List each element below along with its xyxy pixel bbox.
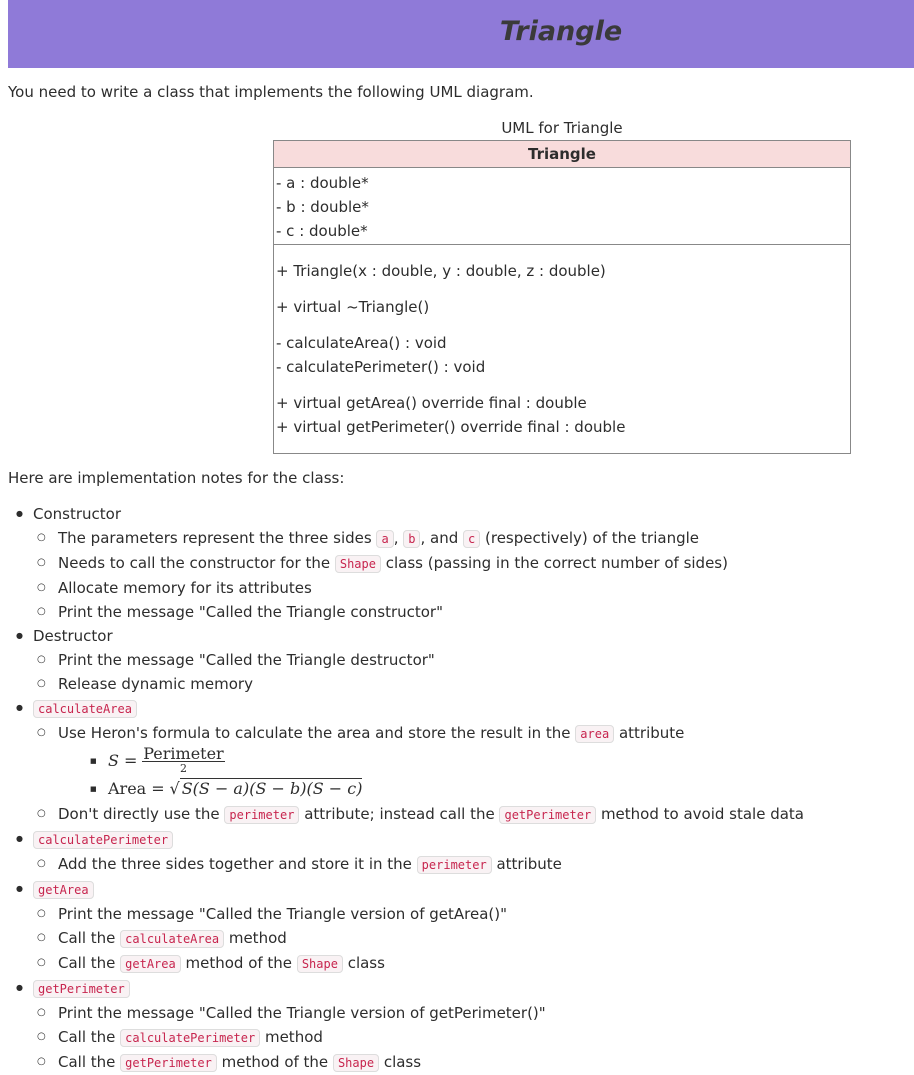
code-get-perimeter: getPerimeter bbox=[120, 1054, 217, 1072]
uml-class-name: Triangle bbox=[274, 141, 850, 168]
code-calculate-perimeter-label: calculatePerimeter bbox=[33, 831, 173, 849]
note-text: Add the three sides together and store it in the bbox=[58, 855, 417, 873]
note-text: method of the bbox=[216, 1053, 333, 1071]
formula-s-lhs: S = bbox=[108, 751, 138, 770]
code-perimeter: perimeter bbox=[224, 806, 299, 824]
note-text: Needs to call the constructor for the bbox=[58, 554, 335, 572]
list-item: ○ Allocate memory for its attributes bbox=[33, 576, 908, 600]
code-c: c bbox=[463, 530, 480, 548]
list-item bbox=[8, 502, 908, 624]
code-shape: Shape bbox=[335, 555, 381, 573]
list-item bbox=[33, 951, 908, 976]
code-area: area bbox=[575, 725, 614, 743]
list-item bbox=[8, 624, 908, 696]
uml-attribute: - c : double* bbox=[276, 222, 368, 240]
code-calculate-perimeter: calculatePerimeter bbox=[120, 1029, 260, 1047]
uml-method-public: + virtual getArea() override final : double bbox=[276, 394, 587, 412]
notes-list bbox=[8, 502, 908, 1075]
list-item bbox=[8, 877, 908, 976]
note-destructor-label: Destructor bbox=[33, 627, 113, 645]
uml-attribute: - a : double* bbox=[276, 174, 369, 192]
note-text: class bbox=[379, 1053, 422, 1071]
uml-attribute: - b : double* bbox=[276, 198, 369, 216]
formula-s-fraction bbox=[142, 744, 224, 776]
note-text: Don't directly use the bbox=[58, 805, 225, 823]
note-text: attribute bbox=[614, 724, 685, 742]
code-get-area: getArea bbox=[120, 955, 181, 973]
uml-method-constructor: + Triangle(x : double, y : double, z : double) bbox=[276, 262, 606, 280]
note-text: method of the bbox=[180, 954, 297, 972]
note-constructor-label: Constructor bbox=[33, 505, 122, 523]
note-text: attribute bbox=[491, 855, 562, 873]
list-item bbox=[33, 852, 908, 877]
list-item bbox=[8, 696, 908, 827]
note-text: method bbox=[260, 1028, 323, 1046]
uml-caption: UML for Triangle bbox=[501, 119, 623, 137]
list-item bbox=[33, 802, 908, 827]
formula-area bbox=[58, 776, 908, 802]
formula-s-denominator: 2 bbox=[179, 762, 187, 775]
code-shape: Shape bbox=[333, 1054, 379, 1072]
note-text: Call the bbox=[58, 929, 121, 947]
list-item: ○ Release dynamic memory bbox=[33, 672, 908, 696]
note-text: method to avoid stale data bbox=[596, 805, 805, 823]
note-text: , and bbox=[420, 529, 463, 547]
note-text: , bbox=[393, 529, 404, 547]
list-item bbox=[8, 976, 908, 1075]
code-get-perimeter-label: getPerimeter bbox=[33, 980, 130, 998]
list-item bbox=[8, 827, 908, 877]
notes-label: Here are implementation notes for the class: bbox=[8, 469, 345, 487]
uml-methods bbox=[274, 245, 850, 439]
code-get-perimeter: getPerimeter bbox=[499, 806, 596, 824]
list-item bbox=[33, 926, 908, 951]
uml-attributes bbox=[274, 168, 850, 245]
list-item bbox=[33, 1050, 908, 1075]
note-text: Call the bbox=[58, 1053, 121, 1071]
note-text: attribute; instead call the bbox=[299, 805, 500, 823]
note-text: class bbox=[342, 954, 385, 972]
formula-s bbox=[58, 746, 908, 776]
code-get-area-label: getArea bbox=[33, 881, 94, 899]
formula-area-radicand: S(S − a)(S − b)(S − c) bbox=[181, 779, 363, 798]
note-text: Call the bbox=[58, 954, 121, 972]
page-header bbox=[8, 0, 914, 68]
note-text: Use Heron's formula to calculate the area and store the result in the bbox=[58, 724, 576, 742]
uml-method-private: - calculatePerimeter() : void bbox=[276, 358, 486, 376]
formula-area-lhs: Area = bbox=[108, 779, 165, 798]
code-calculate-area-label: calculateArea bbox=[33, 700, 137, 718]
note-text: class (passing in the correct number of sides) bbox=[380, 554, 728, 572]
code-b: b bbox=[403, 530, 420, 548]
list-item bbox=[33, 1025, 908, 1050]
code-shape: Shape bbox=[297, 955, 343, 973]
list-item: ○ Print the message "Called the Triangle version of getArea()" bbox=[33, 902, 908, 926]
uml-diagram bbox=[273, 140, 851, 454]
sqrt-symbol: √ bbox=[169, 779, 180, 798]
uml-method-private: - calculateArea() : void bbox=[276, 334, 447, 352]
note-text: method bbox=[224, 929, 287, 947]
list-item bbox=[33, 721, 908, 802]
list-item: ○ Print the message "Called the Triangle constructor" bbox=[33, 600, 908, 624]
code-perimeter: perimeter bbox=[417, 856, 492, 874]
list-item bbox=[33, 551, 908, 576]
code-calculate-area: calculateArea bbox=[120, 930, 224, 948]
page-title: Triangle bbox=[499, 16, 623, 47]
note-text: Call the bbox=[58, 1028, 121, 1046]
uml-method-public: + virtual getPerimeter() override final : double bbox=[276, 418, 626, 436]
note-text: (respectively) of the triangle bbox=[480, 529, 699, 547]
list-item: ○ Print the message "Called the Triangle destructor" bbox=[33, 648, 908, 672]
uml-method-destructor: + virtual ~Triangle() bbox=[276, 298, 430, 316]
list-item: ○ Print the message "Called the Triangle version of getPerimeter()" bbox=[33, 1001, 908, 1025]
formula-s-numerator: Perimeter bbox=[143, 744, 224, 763]
note-text: The parameters represent the three sides bbox=[58, 529, 377, 547]
code-a: a bbox=[376, 530, 393, 548]
list-item bbox=[33, 526, 908, 551]
intro-text: You need to write a class that implements the following UML diagram. bbox=[8, 83, 534, 101]
